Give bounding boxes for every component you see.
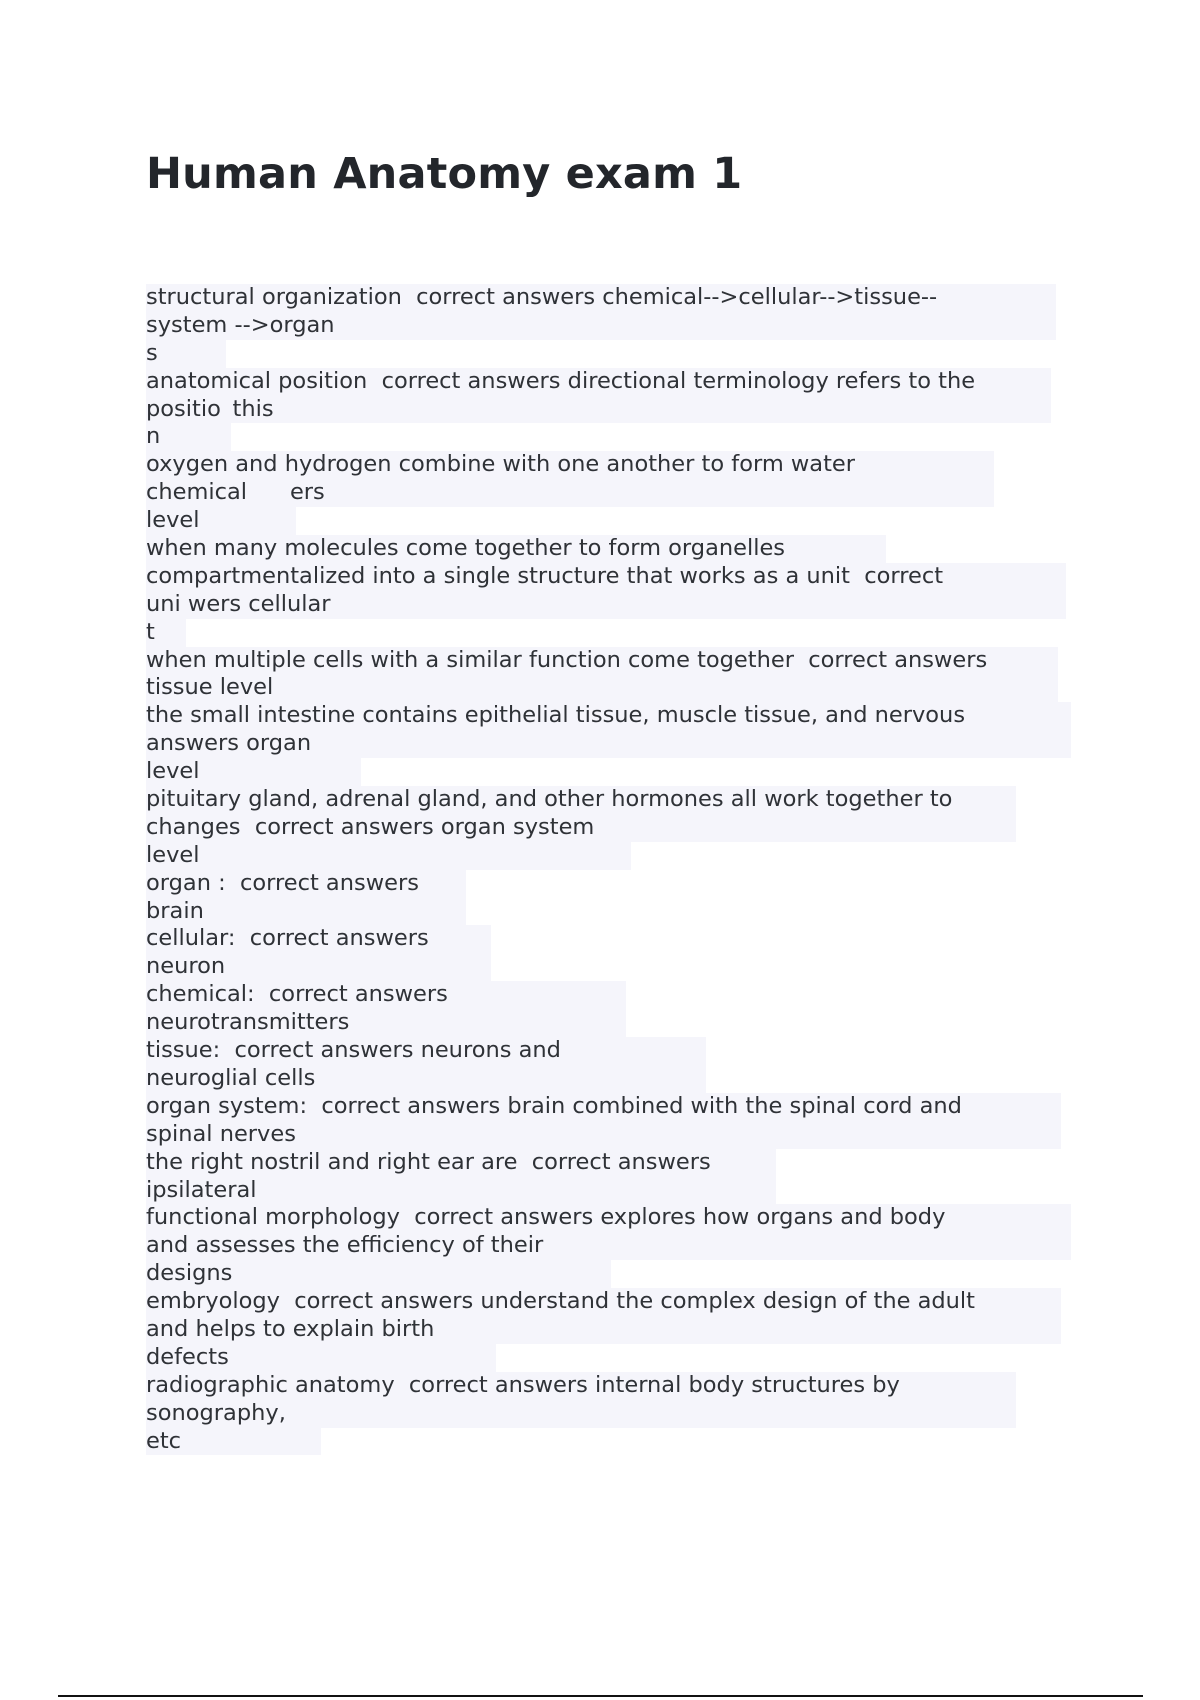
text-line: cellular: correct answers — [146, 925, 491, 953]
text-line: ipsilateral — [146, 1177, 776, 1205]
text-line: organ system: correct answers brain combined with the spinal cord and — [146, 1093, 1061, 1121]
text-line: pituitary gland, adrenal gland, and other hormones all work together to — [146, 786, 1016, 814]
text-line: t — [146, 619, 186, 647]
page-title: Human Anatomy exam 1 — [146, 149, 743, 199]
text-line: designs — [146, 1260, 611, 1288]
text-line: brain — [146, 898, 466, 926]
text-line: s — [146, 340, 226, 368]
text-line: defects — [146, 1344, 496, 1372]
text-line: level — [146, 758, 361, 786]
text-line: changes correct answers organ system — [146, 814, 1016, 842]
text-line: sonography, — [146, 1400, 1016, 1428]
text-line: oxygen and hydrogen combine with one another to form water — [146, 451, 994, 479]
text-line: chemical ers — [146, 479, 994, 507]
text-line: chemical: correct answers — [146, 981, 626, 1009]
text-line: tissue level — [146, 674, 1058, 702]
text-line: positio this — [146, 396, 1051, 424]
text-line: the right nostril and right ear are correct answers — [146, 1149, 776, 1177]
text-line: radiographic anatomy correct answers internal body structures by — [146, 1372, 1016, 1400]
text-line: system -->organ — [146, 312, 1056, 340]
text-line: level — [146, 842, 631, 870]
text-line: embryology correct answers understand the complex design of the adult — [146, 1288, 1061, 1316]
text-line: neuroglial cells — [146, 1065, 706, 1093]
text-line: etc — [146, 1428, 321, 1456]
footer-divider — [58, 1695, 1143, 1697]
text-line: spinal nerves — [146, 1121, 1061, 1149]
text-line: organ : correct answers — [146, 870, 466, 898]
text-line: uni wers cellular — [146, 591, 1066, 619]
text-line: tissue: correct answers neurons and — [146, 1037, 706, 1065]
text-line: and helps to explain birth — [146, 1316, 1061, 1344]
text-line: level — [146, 507, 296, 535]
text-line: the small intestine contains epithelial tissue, muscle tissue, and nervous — [146, 702, 1071, 730]
text-line: functional morphology correct answers explores how organs and body — [146, 1204, 1071, 1232]
text-line: answers organ — [146, 730, 1071, 758]
text-line: n — [146, 423, 231, 451]
text-line: and assesses the efficiency of their — [146, 1232, 1071, 1260]
text-line: neuron — [146, 953, 491, 981]
text-line: structural organization correct answers chemical-->cellular-->tissue-- — [146, 284, 1056, 312]
text-line: when many molecules come together to form organelles — [146, 535, 886, 563]
text-line: neurotransmitters — [146, 1009, 626, 1037]
text-line: anatomical position correct answers directional terminology refers to the — [146, 368, 1051, 396]
question-answer-list — [146, 284, 1076, 1455]
text-line: compartmentalized into a single structure that works as a unit correct — [146, 563, 1066, 591]
text-line: when multiple cells with a similar function come together correct answers — [146, 647, 1058, 675]
